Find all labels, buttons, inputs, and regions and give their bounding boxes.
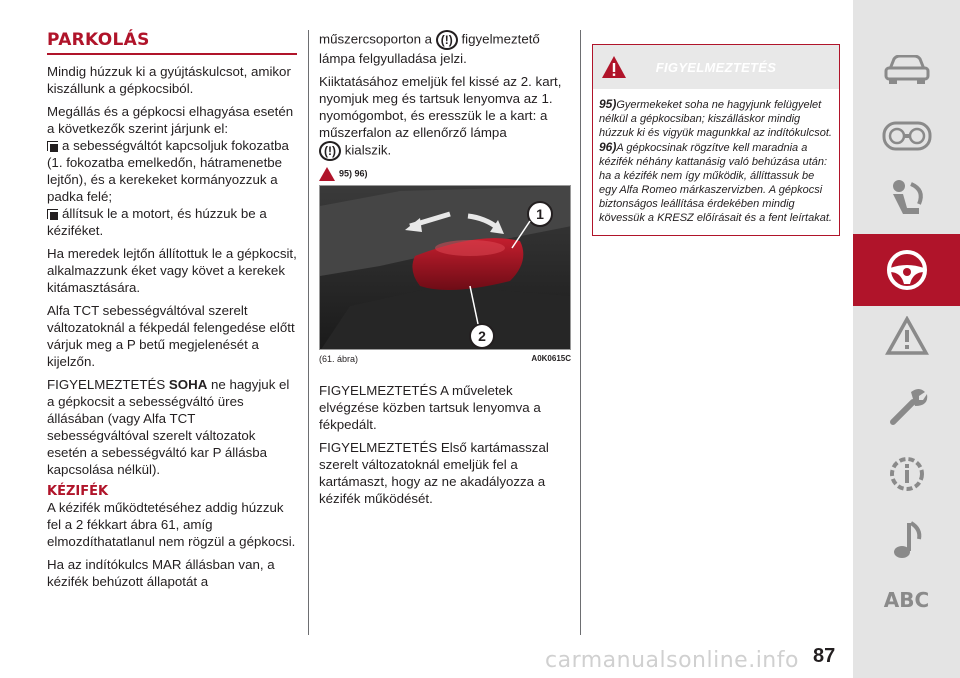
paragraph <box>319 30 571 67</box>
warning-item <box>599 97 833 140</box>
figure-caption <box>319 354 571 364</box>
warning-body <box>593 89 839 235</box>
warning-prefix: FIGYELMEZTETÉS <box>47 377 169 392</box>
text: műszercsoporton a <box>319 31 433 47</box>
text: Kiiktatásához emeljük fel kissé az 2. kart, nyomjuk meg és tartsuk lenyomva az 1. nyomógombot, és eresszük le a kart: a műszerfalon az ellenőrző lámpa <box>319 74 562 140</box>
sidebar-item-safety[interactable] <box>853 164 960 236</box>
warning-header <box>593 45 839 89</box>
paragraph: Megállás és a gépkocsi elhagyása esetén a következők szerint járjunk el: <box>47 104 294 136</box>
section-title-handbrake: KÉZIFÉK <box>47 484 109 499</box>
warning-paragraph <box>47 376 297 478</box>
warning-title: FIGYELMEZTETÉS <box>655 59 777 75</box>
sidebar-item-emergency[interactable] <box>853 300 960 372</box>
text: figyelmeztető lámpa felgyulladása jelzi. <box>319 31 540 66</box>
dashboard-gauges-icon <box>882 121 932 151</box>
paragraph: Alfa TCT sebességváltóval szerelt változatoknál a fékpedál felengedése előtt várjuk meg a P betű megjelenését a kijelzőn. <box>47 303 295 369</box>
refs-text: 95) 96) <box>339 168 368 179</box>
abc-icon: ABC <box>883 588 930 612</box>
warning-item <box>599 140 833 225</box>
text: kialszik. <box>344 142 392 158</box>
gear-info-icon <box>885 452 929 496</box>
warning-text: Gyermekeket soha ne hagyjunk felügyelet nélkül a gépkocsiban; kiszálláskor mindig húzzuk ki és vigyük magunkkal az indítókulcsot. <box>599 99 832 139</box>
middle-column <box>319 30 571 513</box>
bullet-icon <box>47 141 58 151</box>
left-column <box>47 30 297 596</box>
warning-rest: ne hagyjuk el a gépkocsit a sebességváltó üres állásában (vagy Alfa TCT sebességváltóval szerelt változatok esetén a sebességváltó kar P állásba kapcsolása nélkül). <box>47 377 290 477</box>
watermark: carmanualsonline.info <box>545 648 799 673</box>
paragraph: FIGYELMEZTETÉS A műveletek elvégzése közben tartsuk lenyomva a fékpedált. <box>319 383 541 432</box>
figure-label-1: 1 <box>536 206 544 222</box>
figure-label-2: 2 <box>478 328 486 344</box>
page-number: 87 <box>813 645 836 667</box>
sidebar-item-dashboard[interactable] <box>853 100 960 172</box>
warning-box <box>592 44 840 236</box>
warning-triangle-icon <box>885 316 929 356</box>
bullet-item <box>47 205 297 239</box>
handbrake-illustration <box>320 186 571 350</box>
warning-number: 96) <box>599 140 617 154</box>
wrench-icon <box>885 384 929 428</box>
paragraph: FIGYELMEZTETÉS Első kartámasszal szerelt változatoknál emeljük fel a kartámaszt, hogy az ne akadályozza a kézifék működését. <box>319 440 549 506</box>
paragraph: Ha meredek lejtőn állítottuk le a gépkocsit, alkalmazzunk éket vagy követ a kerekek kitámasztására. <box>47 246 297 295</box>
seat-airbag-icon <box>885 178 929 222</box>
figure-code: A0K0615C <box>531 354 571 363</box>
column-divider <box>580 30 581 635</box>
warning-lamp-icon: (!) <box>436 30 458 50</box>
music-note-icon <box>889 519 925 563</box>
steering-wheel-icon <box>885 248 929 292</box>
right-column <box>592 44 840 236</box>
warning-references <box>319 167 571 181</box>
warning-triangle-icon <box>319 167 335 181</box>
chapter-sidebar <box>853 0 960 678</box>
figure-number: (61. ábra) <box>319 354 359 364</box>
sidebar-item-car[interactable] <box>853 34 960 106</box>
paragraph <box>319 73 571 161</box>
sidebar-item-driving[interactable] <box>853 234 960 306</box>
sidebar-item-index[interactable] <box>853 564 960 636</box>
bullet-text: állítsuk le a motort, és húzzuk be a kéziféket. <box>47 206 267 238</box>
paragraph: Mindig húzzuk ki a gyújtáskulcsot, amikor kiszállunk a gépkocsiból. <box>47 64 291 96</box>
bullet-icon <box>47 209 58 219</box>
sidebar-item-maintenance[interactable] <box>853 370 960 442</box>
paragraph: Ha az indítókulcs MAR állásban van, a kézifék behúzott állapotát a <box>47 557 275 589</box>
bullet-item <box>47 137 297 205</box>
column-divider <box>308 30 309 635</box>
car-icon <box>884 55 930 85</box>
warning-triangle-icon <box>601 55 627 79</box>
warning-number: 95) <box>599 97 617 111</box>
paragraph: A kézifék működtetéséhez addig húzzuk fel a 2 fékkart ábra 61, amíg elmozdíthatatlanul nem rögzül a gépkocsi. <box>47 500 296 549</box>
warning-lamp-icon: (!) <box>319 141 341 161</box>
handbrake-figure <box>319 185 571 350</box>
bullet-text: a sebességváltót kapcsoljuk fokozatba (1. fokozatba emelkedőn, hátramenetbe lejtőn), és a kerekeket kormányozzuk a padka felé; <box>47 138 289 204</box>
section-title-parking: PARKOLÁS <box>47 30 297 55</box>
warning-text: A gépkocsinak rögzítve kell maradnia a kézifék néhány kattanásig való behúzása után: ha a kézifék nem így működik, állíttassuk be egy Alfa Romeo márkaszervizben. A gépkocsi biztonságos leállítása érdekében mindig kövessük a KRESZ előírásait és a fent leírtakat. <box>599 142 832 224</box>
sidebar-item-technical-data[interactable] <box>853 438 960 510</box>
keyword-never: SOHA <box>168 377 208 392</box>
